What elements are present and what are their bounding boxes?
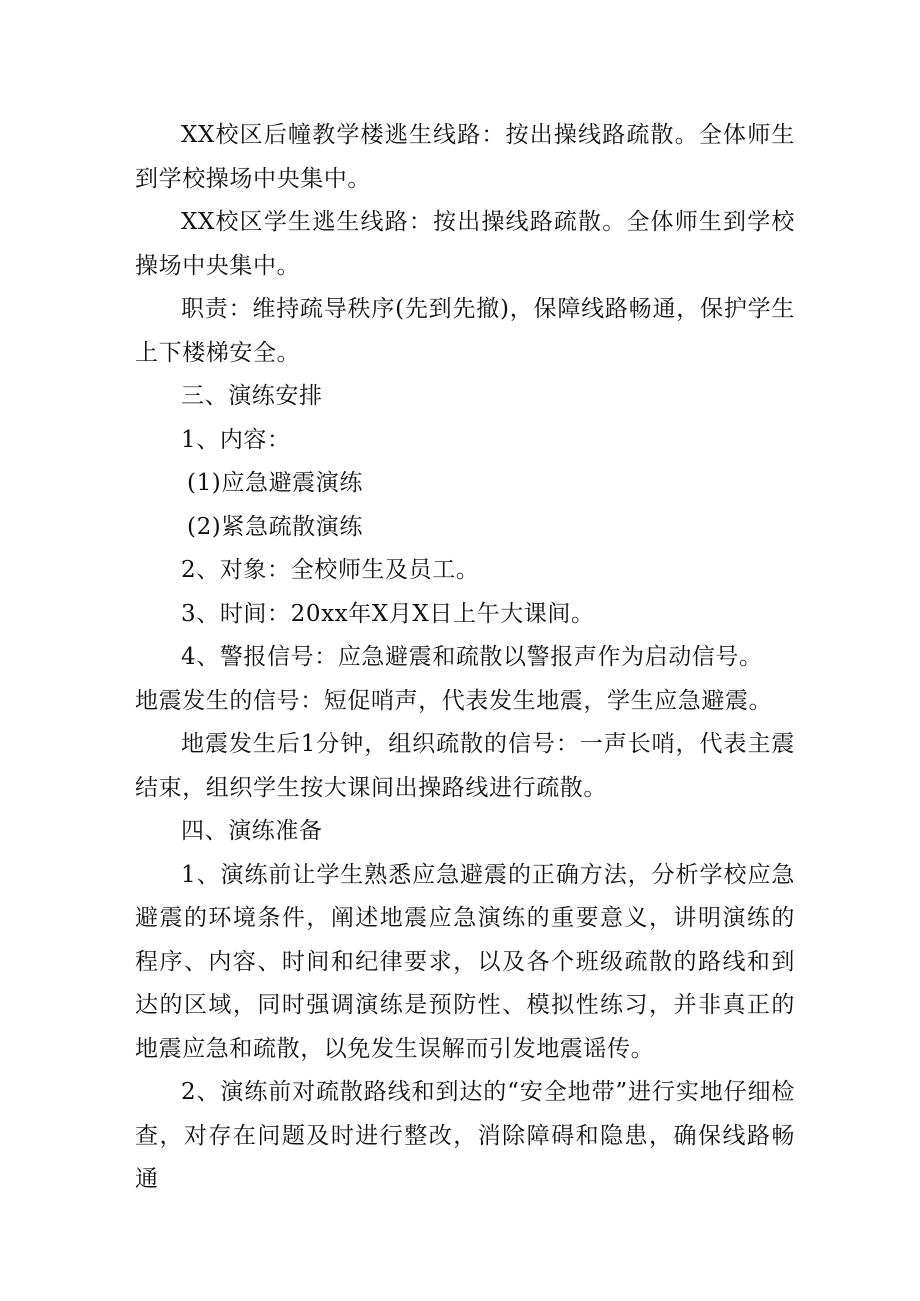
item-participants: 2、对象：全校师生及员工。 bbox=[181, 557, 480, 583]
section-heading-drill-preparation: 四、演练准备 bbox=[181, 818, 323, 844]
paragraph-preparation-2: 2、演练前对疏散路线和到达的“安全地带”进行实地仔细检查，对存在问题及时进行整改，消除障碍和隐患，确保线路畅通 bbox=[135, 1079, 795, 1192]
paragraph-rear-building-route: XX校区后幢教学楼逃生线路：按出操线路疏散。全体师生到学校操场中央集中。 bbox=[135, 122, 795, 192]
item-content: 1、内容： bbox=[181, 426, 291, 453]
paragraph-earthquake-signal: 地震发生的信号：短促哨声，代表发生地震，学生应急避震。 bbox=[135, 687, 773, 714]
subitem-evacuation-drill: (2)紧急疏散演练 bbox=[187, 513, 363, 540]
subitem-earthquake-drill: (1)应急避震演练 bbox=[187, 470, 363, 496]
paragraph-duties: 职责：维持疏导秩序(先到先撤)，保障线路畅通，保护学生上下楼梯安全。 bbox=[135, 296, 795, 366]
section-heading-drill-arrangement: 三、演练安排 bbox=[181, 383, 323, 409]
paragraph-student-route: XX校区学生逃生线路：按出操线路疏散。全体师生到学校操场中央集中。 bbox=[135, 209, 795, 279]
item-time: 3、时间：20xx年X月X日上午大课间。 bbox=[181, 600, 595, 627]
paragraph-evacuation-signal: 地震发生后1分钟，组织疏散的信号：一声长哨，代表主震结束，组织学生按大课间出操路线进行疏散。 bbox=[135, 731, 795, 801]
paragraph-preparation-1: 1、演练前让学生熟悉应急避震的正确方法，分析学校应急避震的环境条件，阐述地震应急演练的重要意义，讲明演练的程序、内容、时间和纪律要求，以及各个班级疏散的路线和到达的区域，同时强调演练是预防性、模拟性练习，并非真正的地震应急和疏散，以免发生误解而引发地震谣传。 bbox=[135, 861, 795, 1062]
item-alarm-signal: 4、警报信号：应急避震和疏散以警报声作为启动信号。 bbox=[181, 644, 763, 670]
document-body bbox=[135, 114, 795, 1202]
